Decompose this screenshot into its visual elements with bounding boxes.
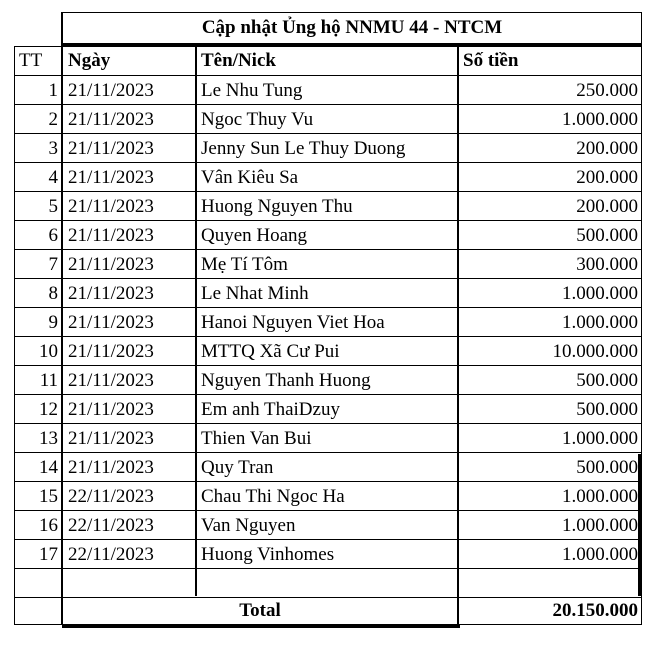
row-name: Mẹ Tí Tôm [201,254,288,275]
row-date: 22/11/2023 [68,544,154,565]
row-tt: 7 [48,254,58,275]
grid-line [14,104,642,105]
row-date: 22/11/2023 [68,486,154,507]
row-amount: 1.000.000 [562,486,638,507]
row-tt: 5 [48,196,58,217]
row-date: 21/11/2023 [68,196,154,217]
grid-line [14,510,642,511]
row-amount: 200.000 [576,196,638,217]
row-name: Huong Vinhomes [201,544,335,565]
row-amount: 1.000.000 [562,428,638,449]
header-name: Tên/Nick [201,50,276,71]
row-tt: 15 [39,486,58,507]
row-name: Vân Kiêu Sa [201,167,299,188]
grid-line [14,249,642,250]
row-amount: 10.000.000 [552,341,638,362]
grid-line [14,365,642,366]
row-date: 21/11/2023 [68,109,154,130]
grid-line [14,162,642,163]
grid-line [14,191,642,192]
row-amount: 250.000 [576,80,638,101]
row-tt: 12 [39,399,58,420]
header-tt: TT [19,50,43,71]
row-date: 21/11/2023 [68,399,154,420]
row-date: 21/11/2023 [68,254,154,275]
row-name: Ngoc Thuy Vu [201,109,314,130]
row-amount: 500.000 [576,399,638,420]
row-tt: 4 [48,167,58,188]
grid-line [14,568,642,569]
row-amount: 200.000 [576,138,638,159]
grid-line [62,625,460,628]
row-amount: 1.000.000 [562,283,638,304]
row-tt: 17 [39,544,58,565]
grid-line [14,452,642,453]
header-date: Ngày [68,50,111,71]
grid-line [14,133,642,134]
row-date: 21/11/2023 [68,428,154,449]
row-tt: 14 [39,457,58,478]
row-date: 21/11/2023 [68,312,154,333]
row-amount: 500.000 [576,370,638,391]
row-tt: 9 [48,312,58,333]
grid-line [457,46,459,628]
grid-line [61,12,63,625]
row-tt: 3 [48,138,58,159]
row-date: 21/11/2023 [68,80,154,101]
row-tt: 2 [48,109,58,130]
grid-line [14,597,642,598]
row-tt: 6 [48,225,58,246]
row-name: Chau Thi Ngoc Ha [201,486,345,507]
row-tt: 16 [39,515,58,536]
row-tt: 11 [39,370,58,391]
total-amount: 20.150.000 [552,600,638,621]
row-name: Huong Nguyen Thu [201,196,353,217]
grid-line [638,454,642,596]
row-name: Hanoi Nguyen Viet Hoa [201,312,385,333]
row-date: 21/11/2023 [68,167,154,188]
grid-line [14,539,642,540]
row-date: 21/11/2023 [68,370,154,391]
row-date: 21/11/2023 [68,225,154,246]
row-name: Le Nhat Minh [201,283,309,304]
row-amount: 1.000.000 [562,515,638,536]
row-tt: 8 [48,283,58,304]
row-date: 21/11/2023 [68,283,154,304]
grid-line [14,75,642,76]
row-tt: 1 [48,80,58,101]
row-name: Le Nhu Tung [201,80,303,101]
row-name: Quy Tran [201,457,274,478]
row-date: 22/11/2023 [68,515,154,536]
grid-line [62,12,642,13]
row-amount: 1.000.000 [562,544,638,565]
total-label: Total [239,600,281,621]
row-amount: 1.000.000 [562,312,638,333]
grid-line [14,394,642,395]
row-amount: 300.000 [576,254,638,275]
grid-line [14,46,15,625]
row-date: 21/11/2023 [68,138,154,159]
row-date: 21/11/2023 [68,457,154,478]
row-name: Jenny Sun Le Thuy Duong [201,138,406,159]
row-name: MTTQ Xã Cư Pui [201,341,340,362]
row-amount: 200.000 [576,167,638,188]
row-name: Van Nguyen [201,515,296,536]
grid-line [195,46,197,596]
grid-line [14,336,642,337]
row-name: Quyen Hoang [201,225,308,246]
row-name: Em anh ThaiDzuy [201,399,340,420]
row-amount: 1.000.000 [562,109,638,130]
header-amount: Số tiền [463,50,519,71]
grid-line [14,481,642,482]
row-tt: 10 [39,341,58,362]
sheet-title: Cập nhật Ủng hộ NNMU 44 - NTCM [201,17,503,38]
grid-line [14,46,642,47]
row-name: Thien Van Bui [201,428,312,449]
grid-line [14,220,642,221]
grid-line [14,278,642,279]
row-amount: 500.000 [576,457,638,478]
row-name: Nguyen Thanh Huong [201,370,371,391]
row-date: 21/11/2023 [68,341,154,362]
grid-line [14,423,642,424]
grid-line [14,307,642,308]
row-tt: 13 [39,428,58,449]
row-amount: 500.000 [576,225,638,246]
